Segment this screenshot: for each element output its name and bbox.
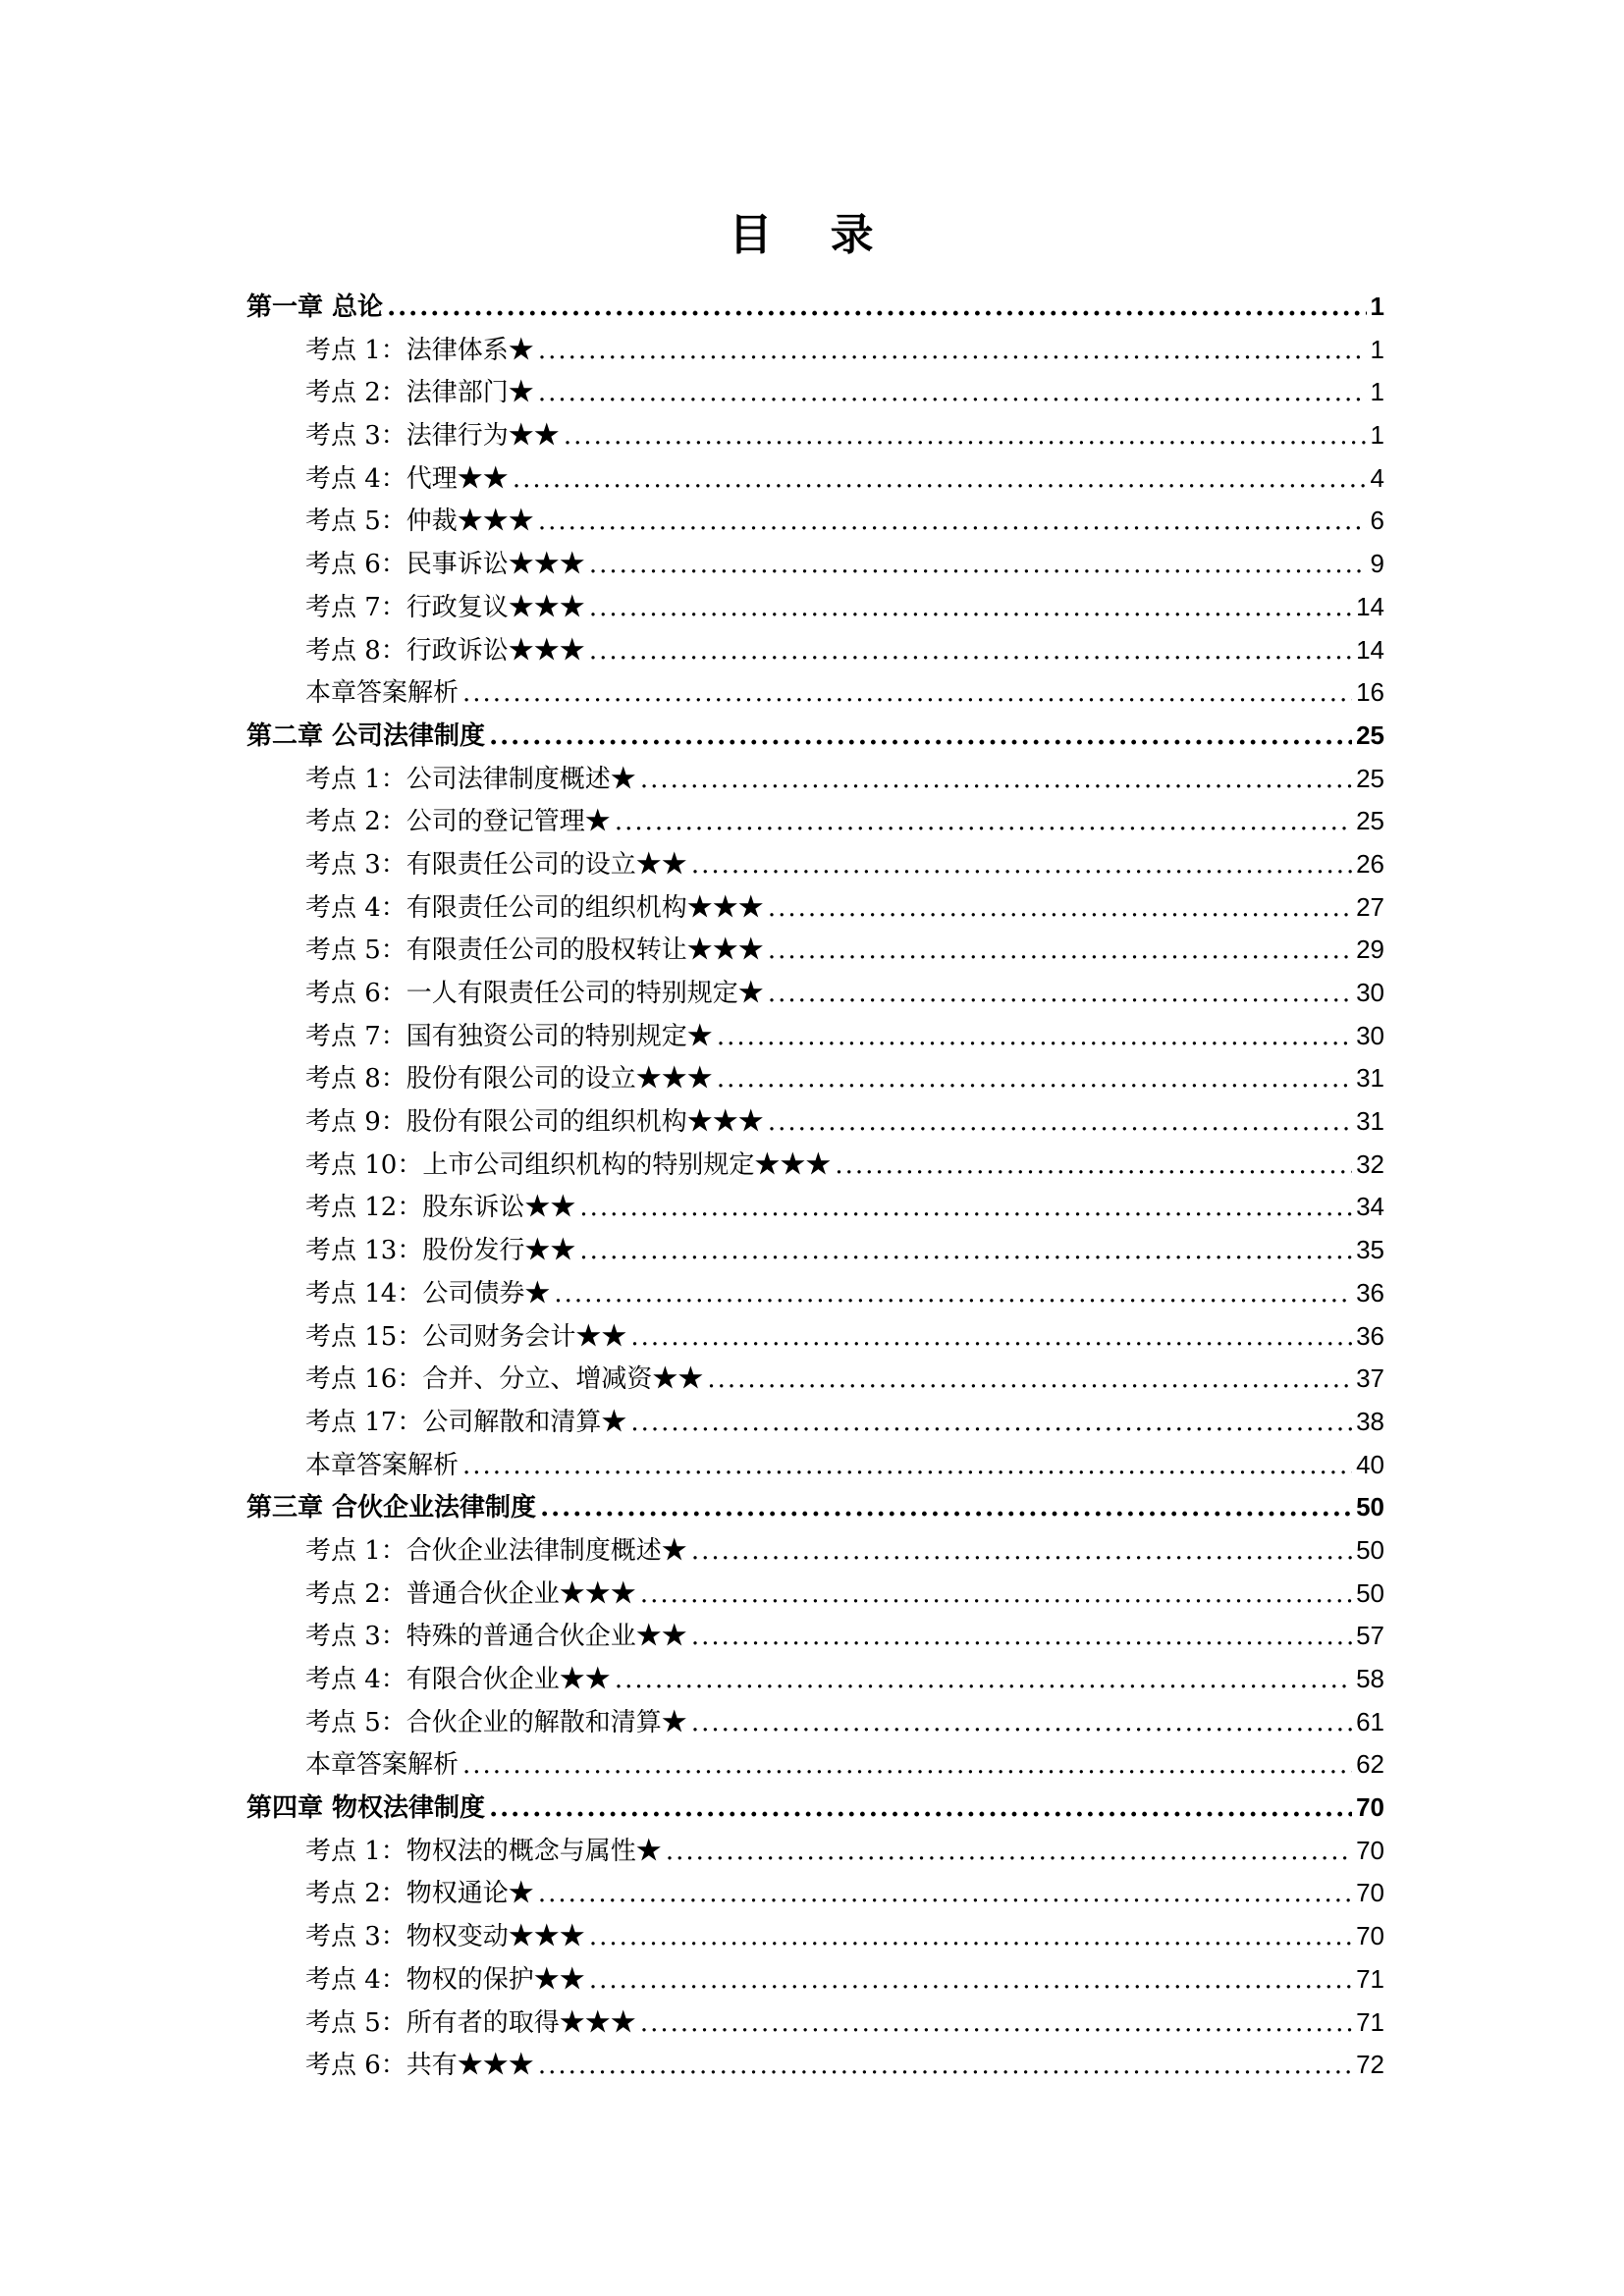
toc-label: 本章答案解析	[305, 1450, 460, 1480]
toc-page-number: 72	[1356, 2050, 1384, 2080]
dot-leader	[768, 973, 1352, 1016]
dot-leader	[579, 1230, 1352, 1273]
toc-page-number: 27	[1356, 891, 1384, 922]
toc-entry[interactable]	[246, 800, 1384, 843]
dot-leader	[707, 1359, 1352, 1402]
dot-leader	[640, 759, 1352, 802]
toc-label: 考点 2：法律部门★	[305, 378, 534, 408]
toc-page-number: 4	[1370, 462, 1384, 493]
toc-entry[interactable]	[246, 2002, 1384, 2045]
toc-label: 考点 1：公司法律制度概述★	[305, 764, 636, 794]
toc-entry[interactable]	[246, 1743, 1384, 1787]
table-of-contents	[246, 286, 1384, 2087]
toc-page-number: 38	[1356, 1406, 1384, 1436]
toc-entry[interactable]	[246, 2044, 1384, 2087]
toc-label: 第四章 物权法律制度	[246, 1793, 486, 1824]
toc-page-number: 26	[1356, 848, 1384, 879]
dot-leader	[640, 2002, 1352, 2046]
dot-leader	[564, 415, 1367, 458]
toc-label: 考点 5：有限责任公司的股权转让★★★	[305, 935, 764, 966]
toc-label: 考点 1：物权法的概念与属性★	[305, 1836, 662, 1866]
toc-label: 考点 3：特殊的普通合伙企业★★	[305, 1622, 687, 1652]
toc-entry[interactable]	[246, 1315, 1384, 1359]
dot-leader	[387, 287, 1366, 330]
toc-page-number: 70	[1356, 1835, 1384, 1865]
dot-leader	[462, 1744, 1352, 1788]
dot-leader	[589, 1916, 1352, 1959]
toc-label: 考点 16：合并、分立、增减资★★	[305, 1364, 704, 1395]
toc-entry[interactable]	[246, 886, 1384, 930]
toc-page-number: 16	[1356, 677, 1384, 708]
toc-entry[interactable]	[246, 1015, 1384, 1058]
toc-page-number: 25	[1356, 763, 1384, 793]
toc-label: 考点 2：物权通论★	[305, 1879, 534, 1909]
dot-leader	[538, 330, 1367, 373]
toc-label: 第三章 合伙企业法律制度	[246, 1493, 537, 1523]
dot-leader	[589, 630, 1352, 673]
toc-label: 考点 8：股份有限公司的设立★★★	[305, 1064, 713, 1095]
dot-leader	[615, 801, 1352, 844]
toc-label: 考点 4：有限责任公司的组织机构★★★	[305, 892, 764, 923]
toc-page-number: 6	[1370, 506, 1384, 536]
dot-leader	[538, 501, 1367, 544]
toc-entry[interactable]	[246, 758, 1384, 801]
toc-page-number: 50	[1356, 1492, 1384, 1522]
toc-label: 考点 2：普通合伙企业★★★	[305, 1578, 636, 1609]
dot-leader	[691, 1616, 1352, 1659]
toc-page-number: 9	[1370, 549, 1384, 579]
toc-label: 考点 6：民事诉讼★★★	[305, 550, 585, 580]
dot-leader	[538, 372, 1367, 415]
toc-entry[interactable]	[246, 414, 1384, 457]
toc-entry[interactable]	[246, 1186, 1384, 1229]
toc-page-number: 34	[1356, 1192, 1384, 1222]
toc-label: 考点 14：公司债券★	[305, 1278, 551, 1308]
dot-leader	[513, 458, 1367, 502]
dot-leader	[538, 2045, 1352, 2088]
toc-chapter[interactable]	[246, 1787, 1384, 1830]
dot-leader	[666, 1831, 1352, 1874]
dot-leader	[589, 1959, 1352, 2002]
toc-label: 考点 5：仲裁★★★	[305, 507, 534, 537]
dot-leader	[717, 1058, 1352, 1101]
toc-entry[interactable]	[246, 500, 1384, 543]
toc-label: 考点 10：上市公司组织机构的特别规定★★★	[305, 1149, 832, 1180]
toc-page-number: 71	[1356, 1963, 1384, 1994]
dot-leader	[589, 587, 1352, 630]
toc-entry[interactable]	[246, 1615, 1384, 1658]
dot-leader	[615, 1659, 1352, 1702]
toc-label: 考点 3：物权变动★★★	[305, 1922, 585, 1952]
toc-entry[interactable]	[246, 1958, 1384, 2002]
toc-label: 第二章 公司法律制度	[246, 721, 486, 751]
toc-entry[interactable]	[246, 629, 1384, 672]
dot-leader	[835, 1145, 1352, 1188]
toc-page-number: 58	[1356, 1664, 1384, 1693]
toc-entry[interactable]	[246, 1658, 1384, 1701]
toc-entry[interactable]	[246, 1529, 1384, 1573]
dot-leader	[640, 1574, 1352, 1617]
toc-label: 考点 1：法律体系★	[305, 335, 534, 365]
toc-label: 考点 13：股份发行★★	[305, 1236, 576, 1266]
toc-label: 考点 17：公司解散和清算★	[305, 1407, 627, 1437]
toc-entry[interactable]	[246, 1573, 1384, 1616]
toc-page-number: 61	[1356, 1706, 1384, 1736]
toc-page-number: 62	[1356, 1749, 1384, 1780]
toc-entry[interactable]	[246, 972, 1384, 1015]
toc-label: 考点 12：股东诉讼★★	[305, 1193, 576, 1223]
toc-page-number: 50	[1356, 1534, 1384, 1565]
dot-leader	[768, 1101, 1352, 1145]
toc-page-number: 36	[1356, 1277, 1384, 1308]
dot-leader	[630, 1316, 1352, 1360]
toc-chapter[interactable]	[246, 715, 1384, 758]
dot-leader	[768, 930, 1352, 973]
toc-label: 考点 7：国有独资公司的特别规定★	[305, 1021, 713, 1051]
toc-page-number: 31	[1356, 1106, 1384, 1137]
toc-chapter[interactable]	[246, 1486, 1384, 1529]
dot-leader	[538, 1873, 1352, 1916]
toc-entry[interactable]	[246, 1272, 1384, 1315]
toc-chapter[interactable]	[246, 286, 1384, 329]
dot-leader	[717, 1016, 1352, 1059]
toc-page-number: 29	[1356, 934, 1384, 965]
toc-entry[interactable]	[246, 671, 1384, 715]
toc-label: 第一章 总论	[246, 293, 384, 322]
toc-page-number: 25	[1356, 720, 1384, 750]
toc-entry[interactable]	[246, 1701, 1384, 1744]
toc-label: 考点 2：公司的登记管理★	[305, 807, 611, 837]
toc-label: 本章答案解析	[305, 1750, 460, 1781]
toc-label: 考点 15：公司财务会计★★	[305, 1321, 627, 1352]
dot-leader	[462, 672, 1352, 716]
toc-entry[interactable]	[246, 1872, 1384, 1915]
toc-entry[interactable]	[246, 1100, 1384, 1144]
toc-label: 考点 6：一人有限责任公司的特别规定★	[305, 979, 764, 1008]
toc-page-number: 40	[1356, 1449, 1384, 1479]
toc-label: 考点 5：所有者的取得★★★	[305, 2007, 636, 2038]
dot-leader	[554, 1273, 1352, 1316]
toc-entry[interactable]	[246, 1144, 1384, 1187]
toc-label: 考点 1：合伙企业法律制度概述★	[305, 1535, 687, 1566]
toc-page-number: 25	[1356, 806, 1384, 836]
dot-leader	[489, 1788, 1352, 1831]
dot-leader	[630, 1402, 1352, 1445]
toc-page-number: 70	[1356, 1792, 1384, 1823]
toc-page-number: 30	[1356, 978, 1384, 1007]
toc-entry[interactable]	[246, 929, 1384, 972]
toc-entry[interactable]	[246, 586, 1384, 629]
dot-leader	[540, 1487, 1352, 1530]
toc-page-number: 71	[1356, 2006, 1384, 2037]
toc-entry[interactable]	[246, 371, 1384, 414]
toc-page-number: 35	[1356, 1235, 1384, 1265]
toc-page-number: 32	[1356, 1148, 1384, 1179]
toc-page-number: 36	[1356, 1320, 1384, 1351]
toc-label: 考点 7：行政复议★★★	[305, 592, 585, 622]
toc-label: 考点 9：股份有限公司的组织机构★★★	[305, 1107, 764, 1138]
toc-page-number: 1	[1370, 334, 1384, 364]
toc-page-number: 50	[1356, 1577, 1384, 1608]
toc-entry[interactable]	[246, 457, 1384, 501]
toc-entry[interactable]	[246, 1358, 1384, 1401]
toc-entry[interactable]	[246, 1401, 1384, 1444]
toc-label: 考点 5：合伙企业的解散和清算★	[305, 1707, 687, 1737]
dot-leader	[589, 544, 1367, 587]
toc-page-number: 1	[1370, 377, 1384, 407]
toc-label: 考点 4：代理★★	[305, 463, 509, 494]
toc-page-number: 1	[1370, 292, 1384, 321]
toc-label: 考点 3：法律行为★★	[305, 421, 560, 452]
toc-entry[interactable]	[246, 1830, 1384, 1873]
toc-page-number: 14	[1356, 591, 1384, 621]
page-title: 目 录	[729, 210, 895, 260]
toc-label: 考点 8：行政诉讼★★★	[305, 635, 585, 666]
toc-page-number: 37	[1356, 1363, 1384, 1394]
dot-leader	[691, 1702, 1352, 1745]
toc-page-number: 31	[1356, 1063, 1384, 1094]
toc-entry[interactable]	[246, 1229, 1384, 1272]
toc-page-number: 57	[1356, 1621, 1384, 1651]
toc-page-number: 14	[1356, 634, 1384, 665]
toc-page-number: 30	[1356, 1020, 1384, 1050]
dot-leader	[462, 1445, 1352, 1488]
dot-leader	[691, 1530, 1352, 1574]
toc-entry[interactable]	[246, 543, 1384, 586]
dot-leader	[489, 716, 1352, 759]
toc-label: 考点 4：有限合伙企业★★	[305, 1665, 611, 1694]
toc-label: 本章答案解析	[305, 678, 460, 709]
toc-entry[interactable]	[246, 1057, 1384, 1100]
toc-label: 考点 4：物权的保护★★	[305, 1964, 585, 1995]
dot-leader	[579, 1187, 1352, 1230]
toc-page-number: 70	[1356, 1921, 1384, 1951]
toc-page-number: 1	[1370, 420, 1384, 451]
dot-leader	[691, 844, 1352, 887]
toc-label: 考点 6：共有★★★	[305, 2051, 534, 2081]
toc-entry[interactable]	[246, 843, 1384, 886]
toc-label: 考点 3：有限责任公司的设立★★	[305, 849, 687, 880]
toc-entry[interactable]	[246, 329, 1384, 372]
dot-leader	[768, 887, 1352, 931]
toc-entry[interactable]	[246, 1444, 1384, 1487]
toc-page-number: 70	[1356, 1878, 1384, 1908]
toc-entry[interactable]	[246, 1915, 1384, 1958]
